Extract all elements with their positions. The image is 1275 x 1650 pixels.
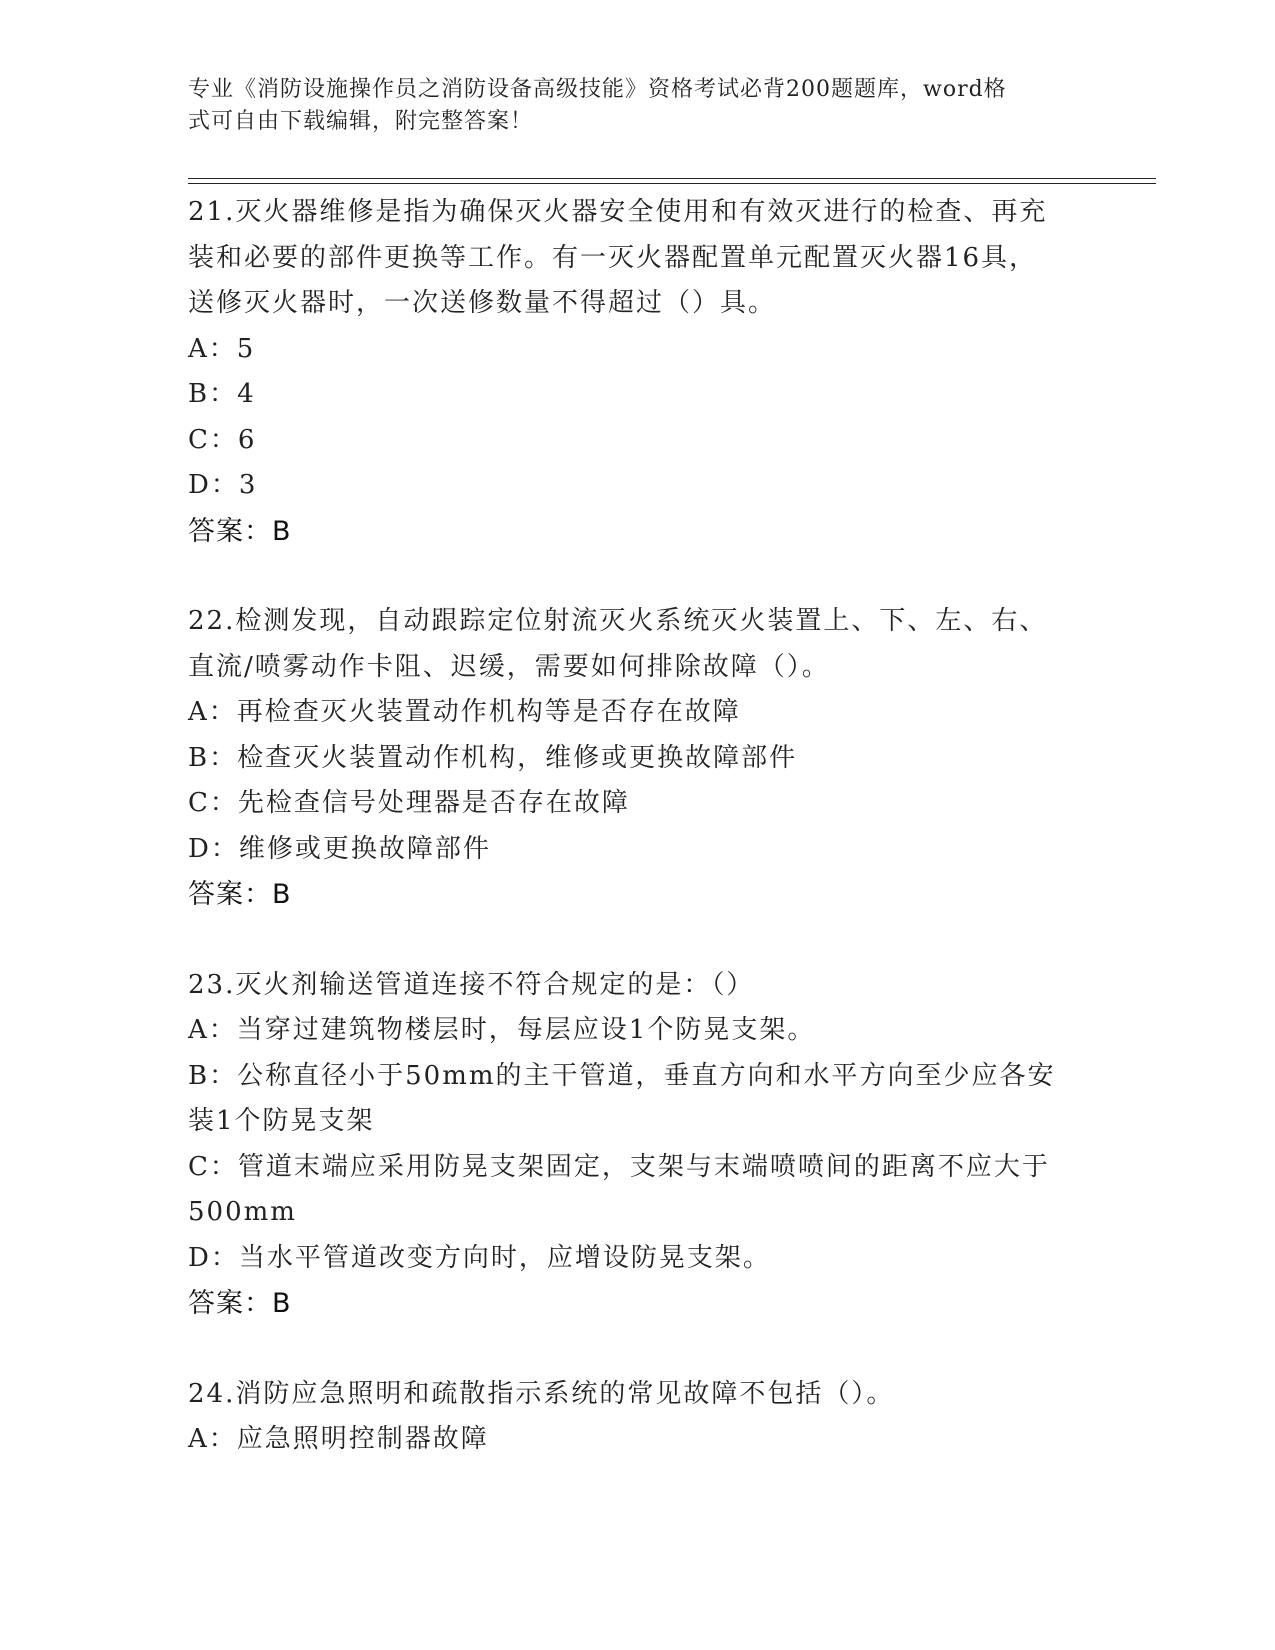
option-a: A：当穿过建筑物楼层时，每层应设1个防晃支架。 bbox=[188, 1015, 816, 1045]
question-21 bbox=[188, 190, 1088, 554]
option-d: D：当水平管道改变方向时，应增设防晃支架。 bbox=[188, 1242, 771, 1273]
option-b: B：公称直径小于50mm的主干管道，垂直方向和水平方向至少应各安 bbox=[188, 1060, 1056, 1091]
question-23 bbox=[188, 963, 1088, 1327]
option-c-continued: 500mm bbox=[188, 1197, 297, 1227]
question-spacer bbox=[188, 918, 1088, 963]
question-24 bbox=[188, 1372, 1088, 1463]
option-d: D：维修或更换故障部件 bbox=[188, 833, 491, 864]
option-a: A：再检查灭火装置动作机构等是否存在故障 bbox=[188, 697, 741, 727]
option-a: A：5 bbox=[188, 333, 256, 364]
question-stem-line: 23.灭火剂输送管道连接不符合规定的是：（） bbox=[188, 969, 755, 1000]
option-c: C：6 bbox=[188, 424, 257, 455]
document-header bbox=[188, 74, 1078, 138]
option-a: A：应急照明控制器故障 bbox=[188, 1424, 489, 1454]
question-stem-line: 装和必要的部件更换等工作。有一灭火器配置单元配置灭火器16具， bbox=[188, 242, 1038, 273]
header-divider-top bbox=[188, 178, 1156, 179]
answer-line: 答案：B bbox=[188, 879, 292, 910]
header-line-2: 式可自由下载编辑，附完整答案！ bbox=[188, 109, 534, 134]
header-line-1: 专业《消防设施操作员之消防设备高级技能》资格考试必背200题题库，word格 bbox=[188, 77, 1007, 102]
option-b-continued: 装1个防晃支架 bbox=[188, 1106, 375, 1136]
question-stem-line: 送修灭火器时，一次送修数量不得超过（）具。 bbox=[188, 288, 777, 318]
question-stem-line: 22.检测发现，自动跟踪定位射流灭火系统灭火装置上、下、左、右、 bbox=[188, 606, 1048, 636]
question-22 bbox=[188, 599, 1088, 918]
question-spacer bbox=[188, 1327, 1088, 1372]
option-d: D：3 bbox=[188, 470, 258, 500]
question-list bbox=[188, 190, 1088, 1463]
option-c: C：先检查信号处理器是否存在故障 bbox=[188, 788, 630, 818]
answer-line: 答案：B bbox=[188, 1288, 292, 1319]
question-stem-line: 直流/喷雾动作卡阻、迟缓，需要如何排除故障（）。 bbox=[188, 651, 830, 682]
option-b: B：检查灭火装置动作机构，维修或更换故障部件 bbox=[188, 742, 798, 773]
question-spacer bbox=[188, 554, 1088, 599]
question-stem-line: 21.灭火器维修是指为确保灭火器安全使用和有效灭进行的检查、再充 bbox=[188, 197, 1048, 227]
answer-line: 答案：B bbox=[188, 515, 292, 547]
header-divider-bottom bbox=[188, 183, 1156, 184]
option-b: B：4 bbox=[188, 379, 256, 409]
option-c: C：管道末端应采用防晃支架固定，支架与末端喷喷间的距离不应大于 bbox=[188, 1151, 1050, 1182]
question-stem-line: 24.消防应急照明和疏散指示系统的常见故障不包括（）。 bbox=[188, 1378, 895, 1409]
